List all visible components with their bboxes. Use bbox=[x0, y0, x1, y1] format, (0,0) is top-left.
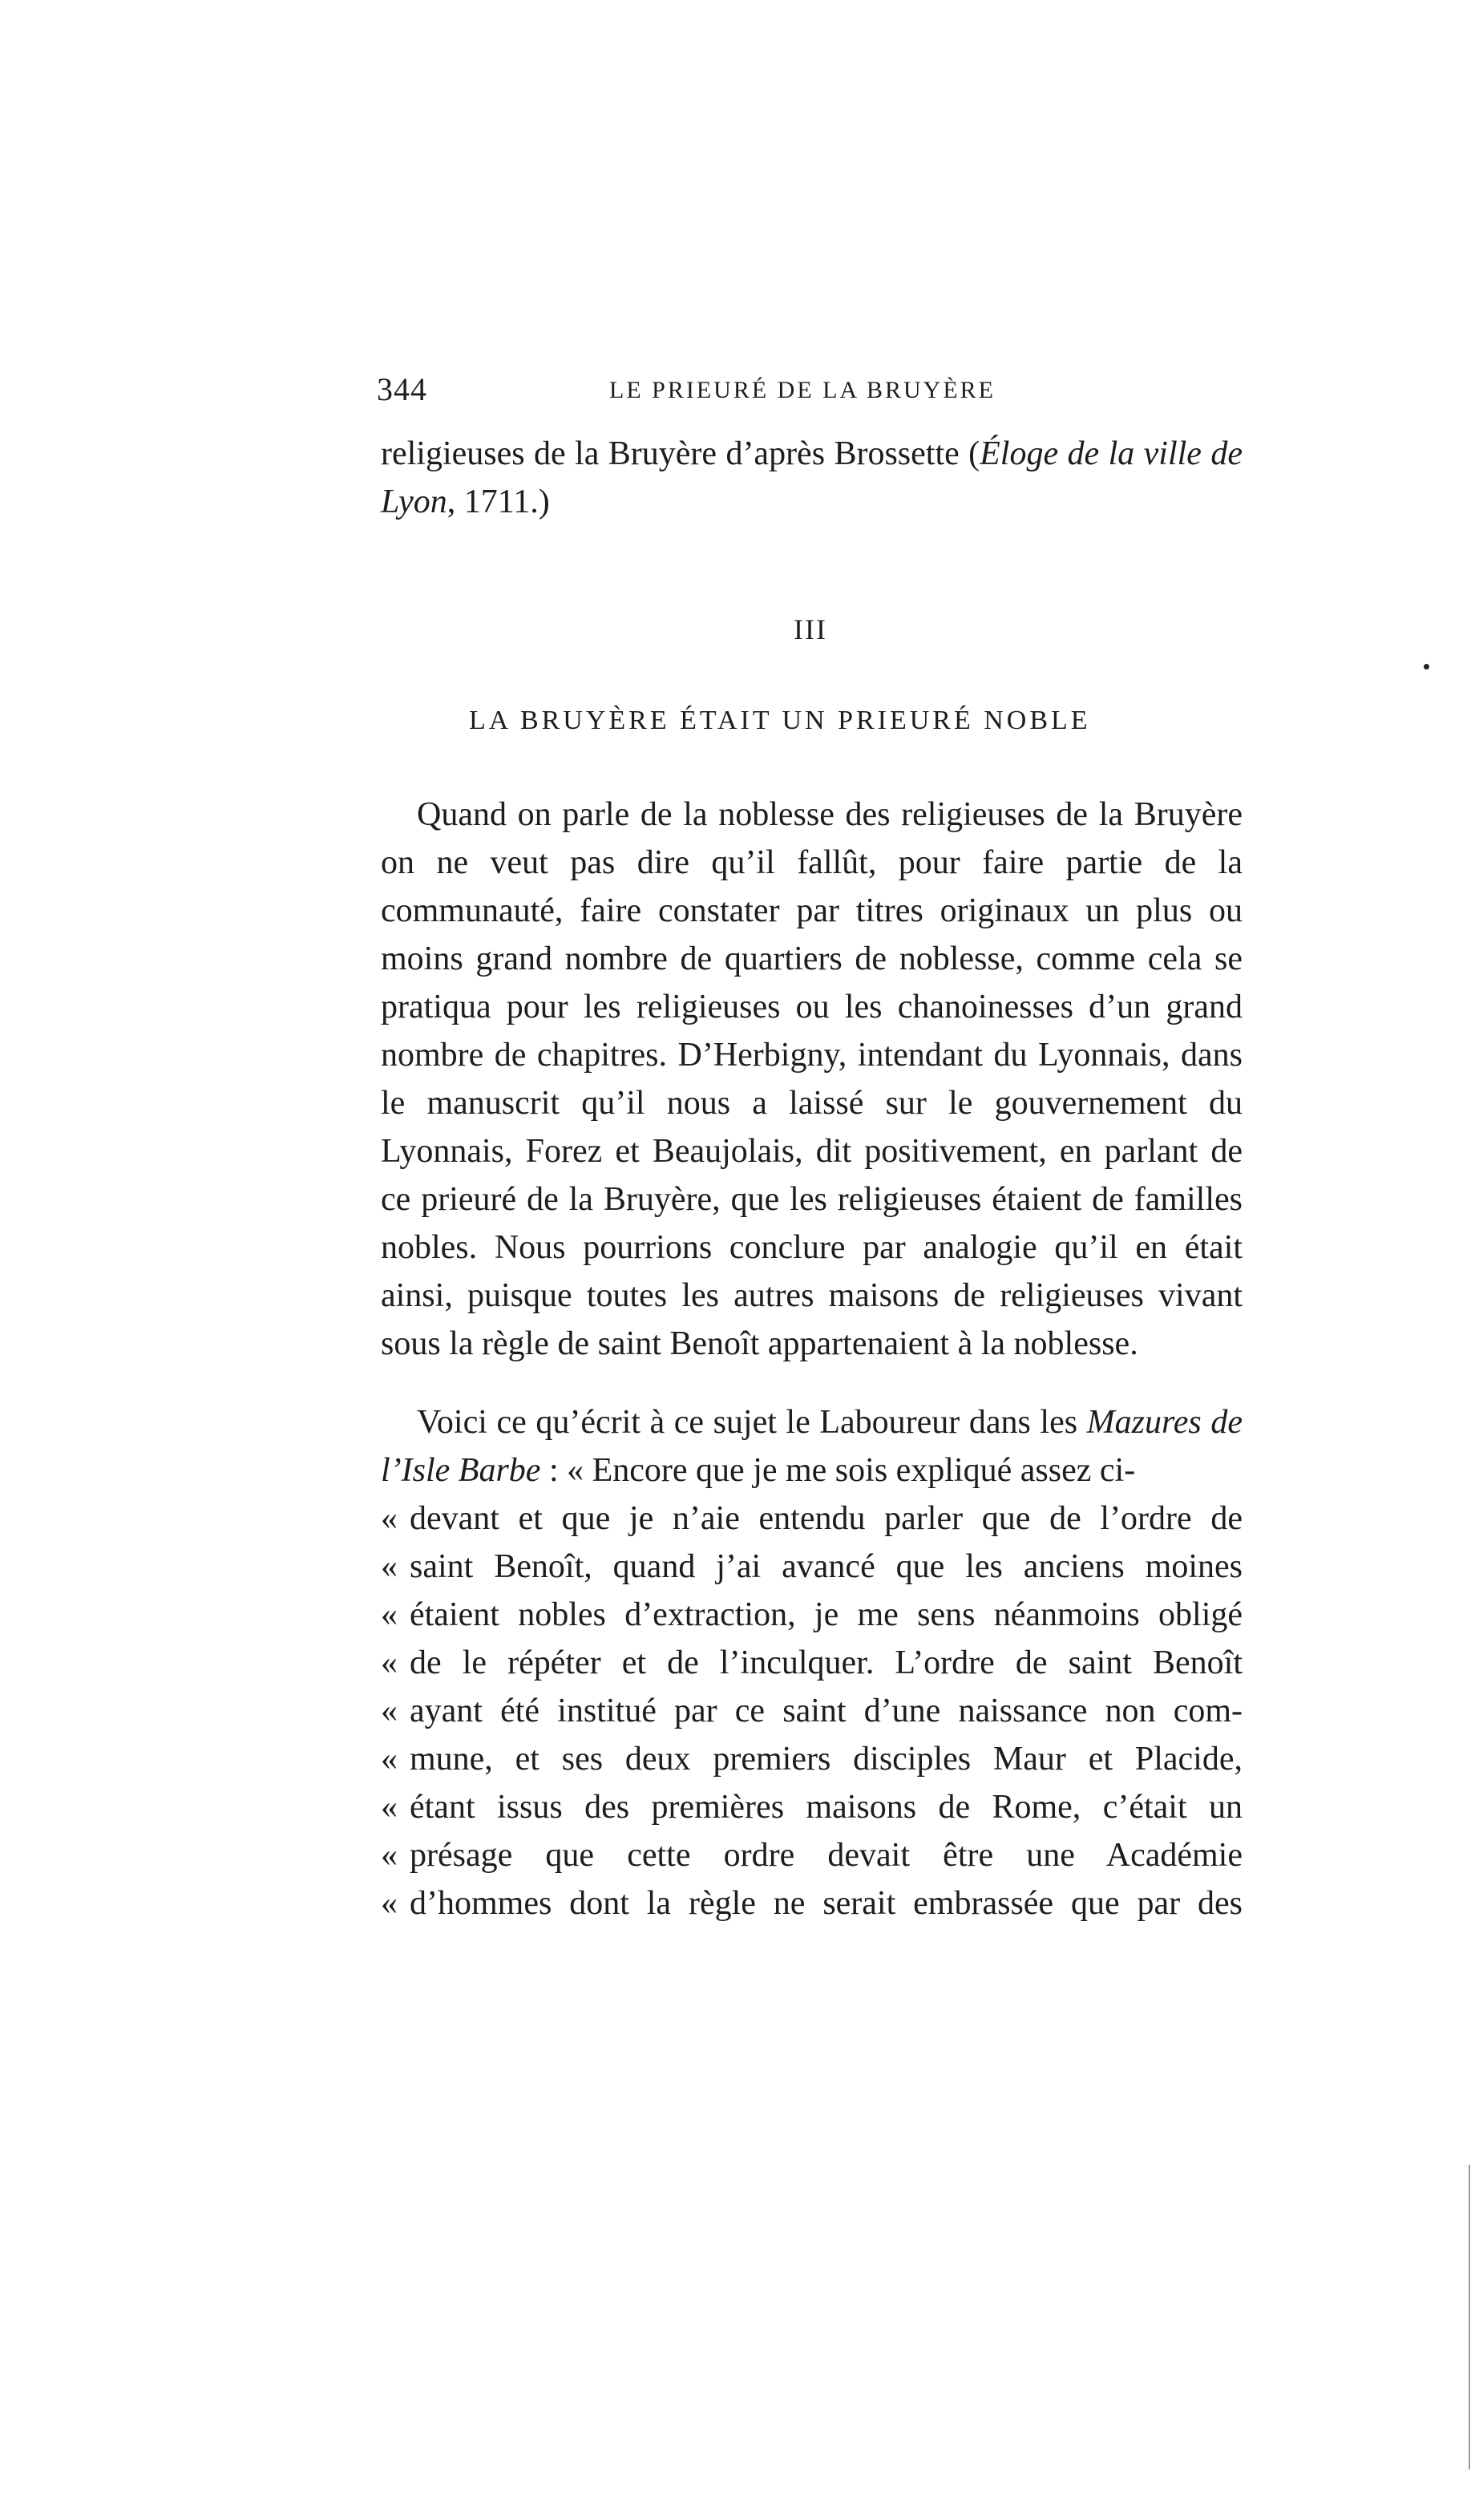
quote-line bbox=[381, 1831, 1243, 1879]
quote-mark: « bbox=[381, 1789, 398, 1826]
quote-line-text: mune, et ses deux premiers disciples Maur et Placide, bbox=[410, 1741, 1243, 1778]
paragraph-laboureur-italic: Mazures de l’Isle Barbe bbox=[381, 1404, 1243, 1489]
quotation-block bbox=[381, 1495, 1243, 1927]
running-head bbox=[377, 370, 1243, 419]
quote-mark: « bbox=[381, 1644, 398, 1681]
quote-line bbox=[381, 1639, 1243, 1687]
ink-speck bbox=[1424, 664, 1429, 669]
scan-edge-line bbox=[1469, 2165, 1470, 2469]
quote-line bbox=[381, 1687, 1243, 1735]
quote-mark: « bbox=[381, 1741, 398, 1778]
quote-mark: « bbox=[381, 1885, 398, 1922]
quote-mark: « bbox=[381, 1837, 398, 1874]
quote-line bbox=[381, 1543, 1243, 1591]
continuation-italic: Éloge de la ville de Lyon bbox=[381, 435, 1243, 520]
paragraph-laboureur-text-end: : « Encore que je me sois expliqué assez ci- bbox=[540, 1452, 1136, 1489]
quote-mark: « bbox=[381, 1500, 398, 1537]
quote-mark: « bbox=[381, 1693, 398, 1729]
quote-line-text: d’hommes dont la règle ne serait embrassée que par des bbox=[410, 1885, 1243, 1922]
quote-mark: « bbox=[381, 1548, 398, 1585]
paragraph-laboureur-text: Voici ce qu’écrit à ce sujet le Laboureur dans les bbox=[417, 1404, 1087, 1441]
quote-line-text: saint Benoît, quand j’ai avancé que les anciens moines bbox=[410, 1548, 1243, 1585]
quote-line bbox=[381, 1591, 1243, 1639]
running-title: LE PRIEURÉ DE LA BRUYÈRE bbox=[609, 377, 996, 403]
paragraph-noblesse: Quand on parle de la noblesse des religieuses de la Bruyère on ne veut pas dire qu’il fallût, pour faire partie de la communauté, faire constater par titres originaux un plus ou moins grand nombre de quartiers de noblesse, comme cela se pratiqua pour les religieuses ou les chanoinesses d’un grand nombre de chapitres. D’Herbigny, intendant du Lyonnais, dans le manuscrit qu’il nous a laissé sur le gouvernement du Lyonnais, Forez et Beaujolais, dit positivement, en parlant de ce prieuré de la Bruyère, que les religieuses étaient de familles nobles. Nous pourrions conclure par analogie qu’il en était ainsi, puisque toutes les autres maisons de religieuses vivant sous la règle de saint Benoît appartenaient à la noblesse. bbox=[381, 796, 1243, 1362]
paragraph-laboureur bbox=[381, 1398, 1243, 1495]
continuation-paragraph bbox=[381, 430, 1243, 526]
page-number: 344 bbox=[377, 371, 427, 407]
continuation-text: religieuses de la Bruyère d’après Brossette ( bbox=[381, 435, 980, 472]
quote-mark: « bbox=[381, 1596, 398, 1633]
quote-line-text: de le répéter et de l’inculquer. L’ordre de saint Benoît bbox=[410, 1644, 1243, 1681]
quote-line-text: présage que cette ordre devait être une Académie bbox=[410, 1837, 1243, 1874]
quote-line bbox=[381, 1735, 1243, 1783]
quote-line-text: étant issus des premières maisons de Rome, c’était un bbox=[410, 1789, 1243, 1826]
continuation-text-end: , 1711.) bbox=[447, 483, 550, 520]
quote-line bbox=[381, 1783, 1243, 1831]
quote-line-text: ayant été institué par ce saint d’une naissance non com- bbox=[410, 1693, 1243, 1729]
quote-line bbox=[381, 1879, 1243, 1927]
section-number: III bbox=[794, 613, 827, 645]
section-title: LA BRUYÈRE ÉTAIT UN PRIEURÉ NOBLE bbox=[469, 706, 1091, 735]
quote-line-text: devant et que je n’aie entendu parler que de l’ordre de bbox=[410, 1500, 1243, 1537]
quote-line bbox=[381, 1495, 1243, 1543]
quote-line-text: étaient nobles d’extraction, je me sens néanmoins obligé bbox=[410, 1596, 1243, 1633]
